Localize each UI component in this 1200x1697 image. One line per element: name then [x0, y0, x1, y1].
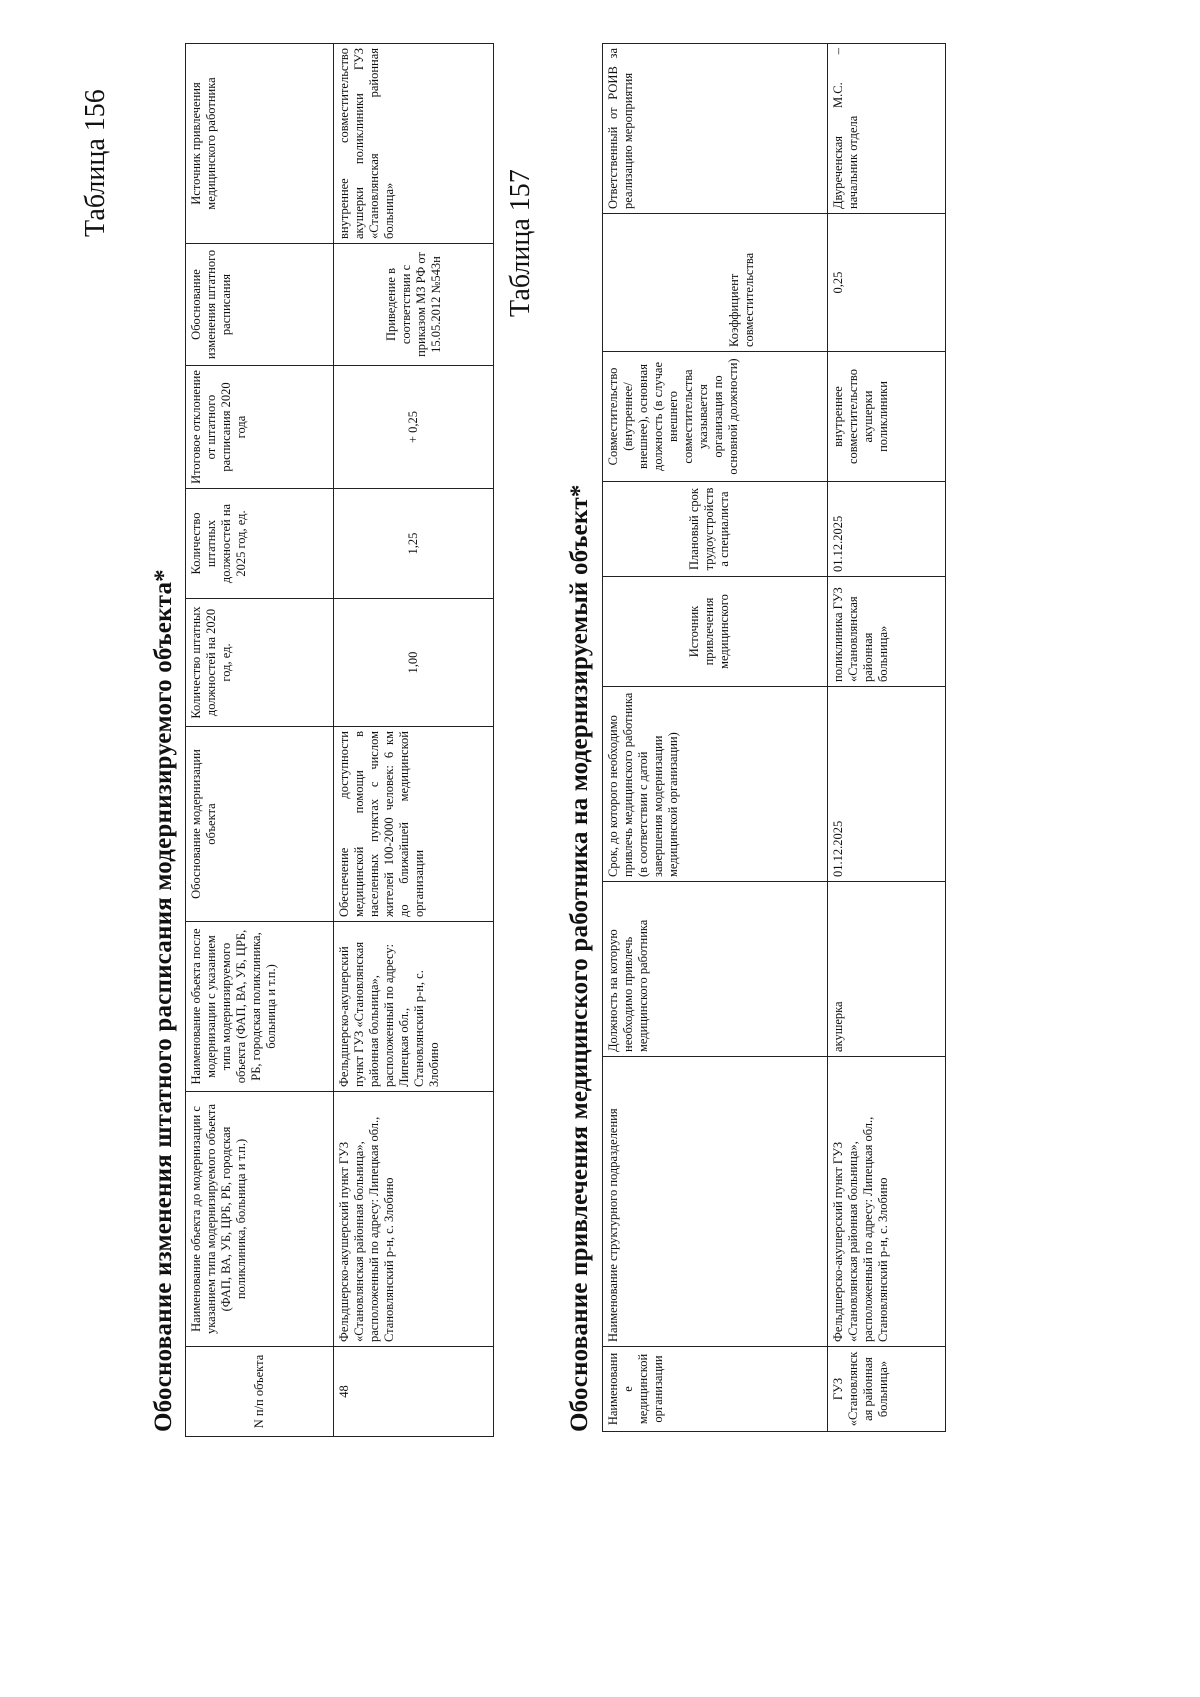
cell-object-after: Фельдшерско-акушерский пункт ГУЗ «Становлянская районная больница», расположенный по адресу: Липецкая обл., Становлянский р-н, с. Злобино — [334, 922, 494, 1092]
header-cell: Итоговое отклонение от штатного расписания 2020 года — [186, 366, 334, 489]
table-156-header-row — [186, 44, 334, 1437]
cell-coefficient: 0,25 — [828, 214, 946, 352]
table-157-row — [828, 44, 946, 1432]
header-cell: Источник привлечения медицинского работника — [186, 44, 334, 244]
cell-source: поликлиника ГУЗ «Становлянская районная больница» — [828, 577, 946, 687]
header-cell: N п/п объекта — [186, 1347, 334, 1437]
header-cell: Коэффициент совместительства — [603, 214, 828, 352]
table-156-caption: Таблица 156 — [80, 89, 111, 237]
header-cell: Наименование структурного подразделения — [603, 1057, 828, 1347]
header-cell: Источник привлечения медицинского — [603, 577, 828, 687]
cell-deviation: + 0,25 — [334, 366, 494, 489]
cell-responsible: Двуреченская М.С. – начальник отдела — [828, 44, 946, 214]
cell-staff-justification: Приведение в соответствии с приказом МЗ РФ от 15.05.2012 №543н — [334, 244, 494, 366]
cell-deadline: 01.12.2025 — [828, 687, 946, 882]
header-cell: Плановый срок трудоустройства специалиста — [603, 482, 828, 577]
table-157-heading: Обоснование привлечения медицинского работника на модернизируемый объект* — [566, 484, 593, 1432]
cell-object-number: 48 — [334, 1347, 494, 1437]
cell-subdivision: Фельдшерско-акушерский пункт ГУЗ «Становлянская районная больница», расположенный по адресу: Липецкая обл., Становлянский р-н, с. Злобино — [828, 1057, 946, 1347]
cell-position: акушерка — [828, 882, 946, 1057]
cell-object-before: Фельдшерско-акушерский пункт ГУЗ «Становлянская районная больница», расположенный по адресу: Липецкая обл., Становлянский р-н, с. Злобино — [334, 1092, 494, 1347]
table-157 — [602, 43, 946, 1432]
header-cell: Количество штатных должностей на 2025 год, ед. — [186, 489, 334, 599]
table-156-heading: Обоснование изменения штатного расписания модернизируемого объекта* — [150, 569, 177, 1432]
cell-part-time: внутреннее совместительство акушерки поликлиники — [828, 352, 946, 482]
table-157-header-row — [603, 44, 828, 1432]
header-cell: Обоснование изменения штатного расписания — [186, 244, 334, 366]
cell-planned-date: 01.12.2025 — [828, 482, 946, 577]
table-156 — [185, 43, 494, 1437]
header-cell: Ответственный от РОИВ за реализацию мероприятия — [603, 44, 828, 214]
cell-posts-2025: 1,25 — [334, 489, 494, 599]
header-cell: Срок, до которого необходимо привлечь медицинского работника (в соответствии с датой завершения модернизации медицинской организации) — [603, 687, 828, 882]
header-cell: Должность на которую необходимо привлечь медицинского работника — [603, 882, 828, 1057]
cell-justification: Обеспечение доступности медицинской помощи в населенных пунктах с числом жителей 100-2000 человек: 6 км до ближайшей медицинской организации — [334, 727, 494, 922]
cell-worker-source: внутреннее совместительство акушерки поликлиники ГУЗ «Становлянская районная больница» — [334, 44, 494, 244]
header-cell: Обоснование модернизации объекта — [186, 727, 334, 922]
cell-posts-2020: 1,00 — [334, 599, 494, 727]
header-cell: Наименование объекта до модернизации с указанием типа модернизируемого объекта (ФАП, ВА, УБ, ЦРБ, РБ, городская поликлиника, больница и т.п.) — [186, 1092, 334, 1347]
header-cell: Совместительство (внутреннее/внешнее), основная должность (в случае внешнего совместительства указывается организация по основной должности) — [603, 352, 828, 482]
cell-organization: ГУЗ «Становлянская районная больница» — [828, 1347, 946, 1432]
header-cell: Наименование медицинской организации — [603, 1347, 828, 1432]
table-156-row — [334, 44, 494, 1437]
table-157-caption: Таблица 157 — [505, 169, 536, 317]
header-cell: Наименование объекта после модернизации с указанием типа модернизируемого объекта (ФАП, ВА, УБ, ЦРБ, РБ, городская поликлиника, больница и т.п.) — [186, 922, 334, 1092]
header-cell: Количество штатных должностей на 2020 год, ед. — [186, 599, 334, 727]
